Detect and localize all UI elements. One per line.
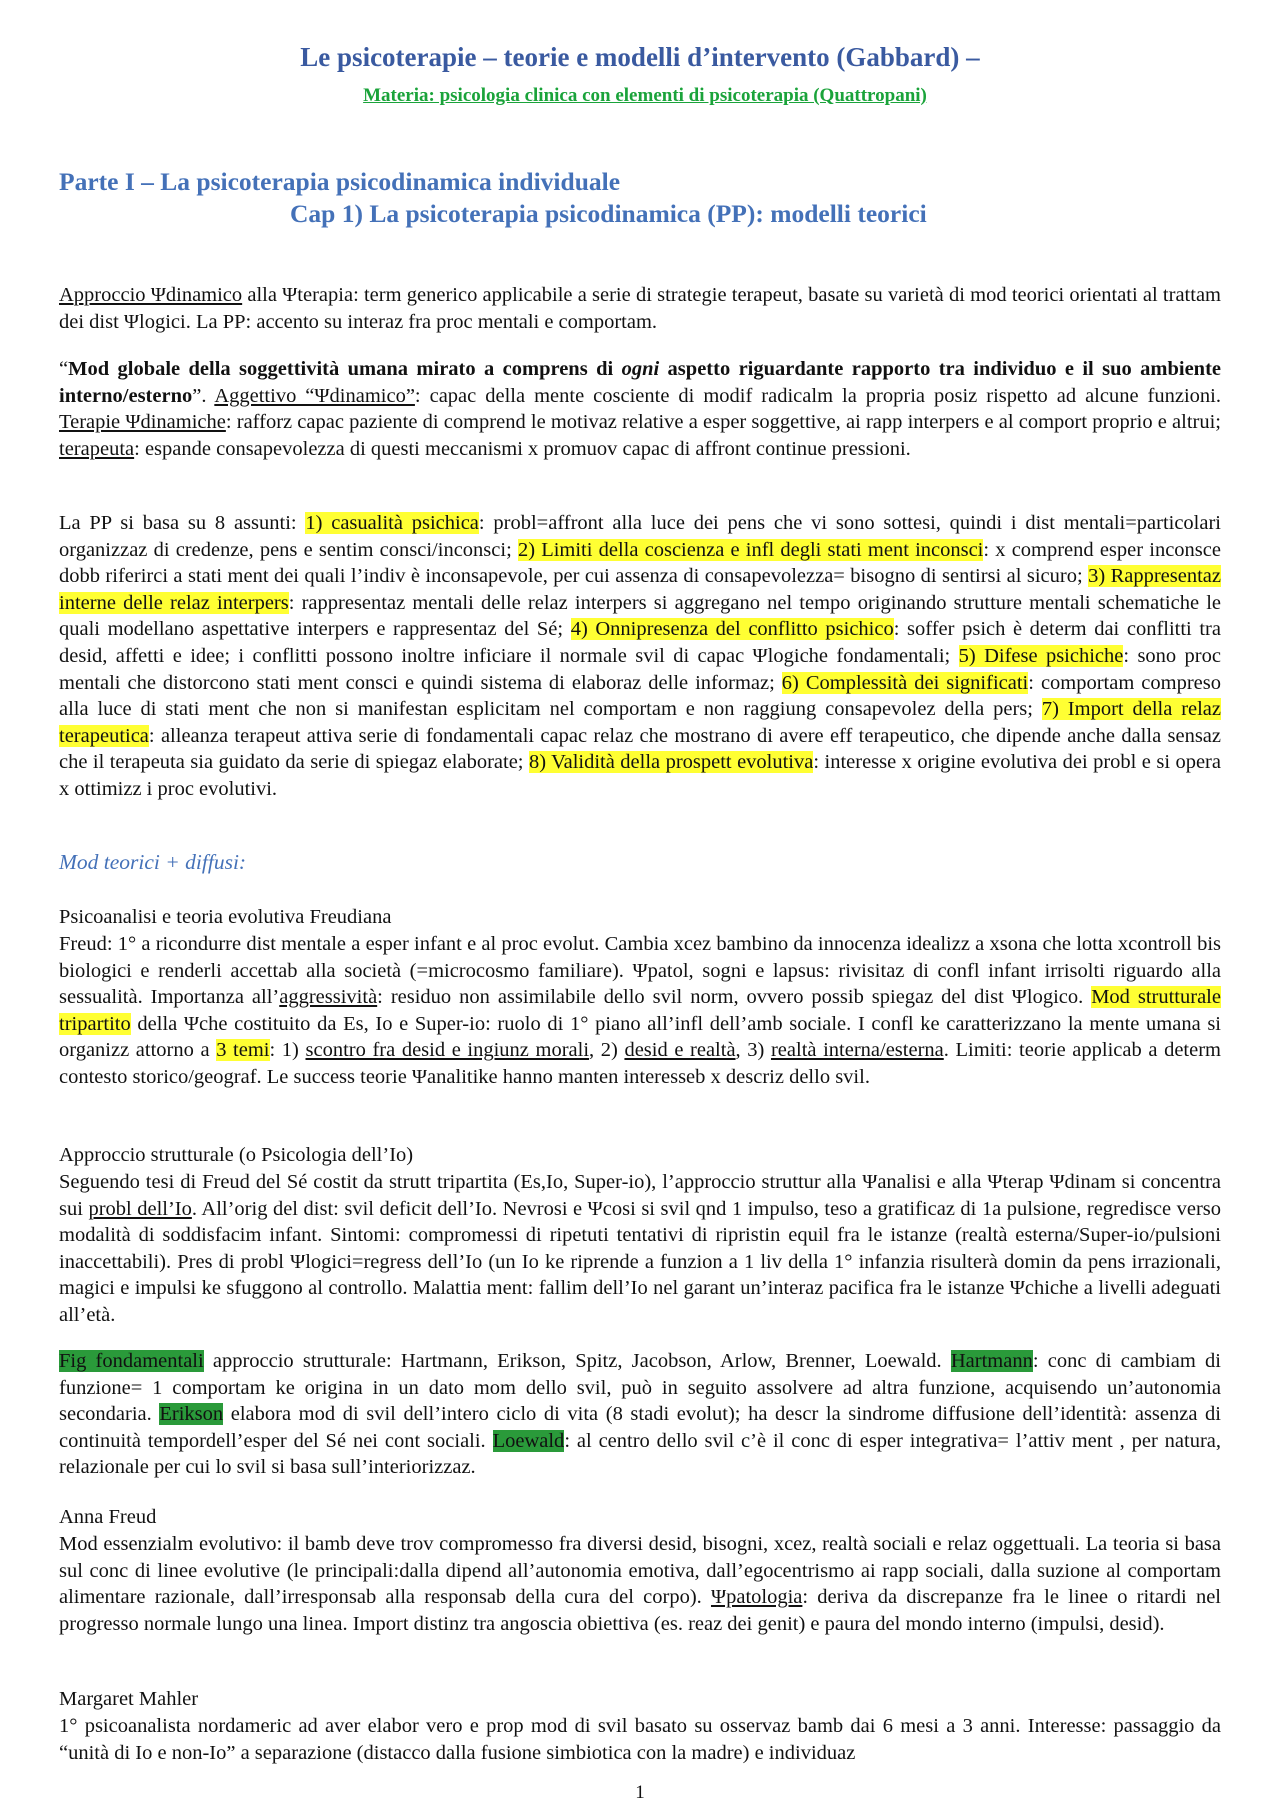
highlight-yellow: 6) Complessità dei significati [781, 671, 1029, 694]
highlight-yellow: 7) Import della relaz terapeutica [59, 698, 1222, 747]
term-underlined: scontro fra desid e ingiunz morali [305, 1039, 590, 1062]
highlight-yellow: 5) Difese psichiche [958, 644, 1124, 667]
text-run: Freud: 1° a ricondurre dist mentale a esper infant e al proc evolut. Cambia xcez bambino da innocenza idealizz a xsona che lotta xcontroll bis biologici e renderli accettab alla società (=microcosmo familiare). Ψpatol, sogni e lapsus: rivisitaz di confl infant irrisolti riguardo alla sessualità. Importanza all’ [59, 933, 1221, 1009]
highlight-yellow: 8) Validità della prospett evolutiva [528, 751, 814, 774]
text-run: . Limiti: teorie applicab a determ contesto storico/geograf. Le success teorie Ψanalitike hanno manten interesseb x descriz dello svil. [59, 1039, 1221, 1088]
text-run: Mod essenzialm evolutivo: il bamb deve trov compromesso fra diversi desid, bisogni, xcez, realtà sociali e relaz oggettuali. La teoria si basa sul conc di linee evolutive (le principali:dalla dipend all’autonomia emotiva, dall’egocentrismo ai rapp sociali, dalla suzione al comportam alimentare razionale, dall’irresponsab alla responsab della cura del corpo). [59, 1533, 1221, 1609]
text-run: : espande consapevolezza di questi meccanismi x promuov capac di affront continue pressioni. [134, 437, 911, 460]
paragraph-intro [59, 282, 1221, 335]
highlight-green: Loewald [492, 1429, 565, 1452]
text-run: La PP si basa su 8 assunti: [59, 512, 306, 534]
text-run: : al centro dello svil c’è il conc di esper integrativa= l’attiv ment , per natura, relazionale per cui lo svil si basa sull’interiorizzaz. [59, 1429, 1221, 1479]
section-heading-structural: Approccio strutturale (o Psicologia dell’Io) [59, 1144, 414, 1166]
term-underlined: Approccio Ψdinamico [59, 284, 243, 306]
paragraph-key-figures [59, 1348, 1221, 1481]
text-run: : x comprend esper inconsce dobb riferirci a stati ment dei quali l’indiv è inconsapevole, per cui assenza di consapevolezza= bisogno di sentirsi al sicuro; [59, 538, 1221, 588]
page-number: 1 [635, 1782, 645, 1803]
text-run: “ [59, 358, 69, 380]
paragraph-structural [59, 1169, 1221, 1329]
text-run: : comportam compreso alla luce di stati ment che non si manifestan esplicitam nel comportam e non raggiung consapevolez della pers; [59, 671, 1221, 721]
section-heading-anna-freud: Anna Freud [59, 1506, 157, 1528]
part-title: Parte I – La psicoterapia psicodinamica individuale [59, 167, 621, 196]
text-run: della Ψche costituito da Es, Io e Super-io: ruolo di 1° piano all’infl dell’amb sociale. I confl ke caratterizzano la mente umana si organizz attorno a [59, 1012, 1221, 1062]
text-run: elabora mod di svil dell’intero ciclo di vita (8 stadi evolut); ha descr la sindrome diffusione dell’identità: assenza di continuità tempordell’esper del Sé nei cont sociali. [59, 1403, 1221, 1452]
text-run: alla Ψterapia: term generico applicabile a serie di strategie terapeut, basate su varietà di mod teorici orientati al trattam dei dist Ψlogici. La PP: accento su interaz fra proc mentali e comportam. [59, 284, 1221, 333]
text-run: , 2) [589, 1039, 625, 1062]
highlight-yellow: 3 temi [216, 1039, 270, 1062]
chapter-title: Cap 1) La psicoterapia psicodinamica (PP): modelli teorici [290, 199, 927, 228]
highlight-yellow: 1) casualità psichica [305, 512, 479, 534]
highlight-yellow: 4) Onnipresenza del conflitto psichico [570, 618, 894, 641]
text-run: : alleanza terapeut attiva serie di fondamentali capac relaz che mostrano di avere eff terapeutico, che dipende anche dalla sensaz che il terapeuta sia guidato da serie di spiegaz elaborate; [59, 724, 1221, 774]
section-heading-models: Mod teorici + diffusi: [59, 850, 247, 874]
text-run: : rafforz capac paziente di comprend le motivaz relative a esper soggettive, ai rapp interpers e al comport proprio e altrui; [225, 411, 1222, 434]
document-title: Le psicoterapie – teorie e modelli d’intervento (Gabbard) – [300, 42, 980, 72]
highlight-green: Erikson [159, 1403, 224, 1426]
highlight-yellow: 3) Rappresentaz interne delle relaz interpers [59, 565, 1221, 614]
text-run: ”. [192, 384, 215, 407]
section-heading-freud: Psicoanalisi e teoria evolutiva Freudiana [59, 906, 392, 928]
paragraph-assumptions [59, 510, 1221, 803]
text-run: 1° psicoanalista nordameric ad aver elabor vero e prop mod di svil basato su osservaz bamb dai 6 mesi a 3 anni. Interesse: passaggio da “unità di Io e non-Io” a separazione (distacco dalla fusione simbiotica con la madre) e individuaz [59, 1715, 1221, 1764]
text-run: : rappresentaz mentali delle relaz interpers si aggregano nel tempo originando strutture mentali schematiche le quali modellano aspettative interpers e rappresentaz del Sé; [59, 591, 1222, 641]
text-run: : deriva da discrepanze fra le linee o ritardi nel progresso normale lungo una linea. Import distinz tra angoscia obiettiva (es. reaz dei genit) e paura del mondo interno (impulsi, desid). [59, 1586, 1221, 1635]
text-run: : capac della mente cosciente di modif radicalm la propria posiz rispetto ad alcune funzioni. [414, 384, 1221, 407]
term-underlined: realtà interna/esterna [770, 1039, 944, 1062]
text-run: , 3) [735, 1039, 771, 1062]
bold-text: aspetto riguardante rapporto tra individuo e il suo ambiente interno/esterno [59, 358, 1221, 407]
text-run: : probl=affront alla luce dei pens che vi sono sottesi, quindi i dist mentali=particolari organizzaz di credenze, pens e sentim consci/inconsci; [59, 512, 1222, 561]
term-underlined: Terapie Ψdinamiche [59, 411, 226, 434]
text-run: approccio strutturale: Hartmann, Erikson, Spitz, Jacobson, Arlow, Brenner, Loewald. [203, 1350, 951, 1372]
text-run: . All’orig del dist: svil deficit dell’Io. Nevrosi e Ψcosi si svil qnd 1 impulso, teso a gratificaz di 1a pulsione, regredisce verso modalità di soddisfacim infant. Sintomi: compromessi di ripetuti tentativi di ripristin equil fra le istanze (realtà esterna/Super-io/pulsioni inaccettabili). Pres di probl Ψlogici=regress dell’Io (un Io ke riprende a funzion a 1 liv della 1° infanzia risulterà domin da pens irrazionali, magici e impulsi ke sfuggono al controllo. Malattia ment: fallim dell’Io nel garant un’interaz pacifica fra le istanze Ψchiche a livelli adeguati all’età. [59, 1197, 1222, 1326]
bold-italic-text: ogni [621, 358, 660, 380]
paragraph-definition [59, 356, 1221, 462]
highlight-green: Hartmann [950, 1350, 1033, 1372]
text-run: : 1) [269, 1039, 306, 1062]
term-underlined: probl dell’Io [88, 1197, 192, 1220]
highlight-yellow: 2) Limiti della coscienza e infl degli stati ment inconsci [517, 538, 984, 561]
text-run: : conc di cambiam di funzione= 1 comportam ke origina in un dato mom dello svil, può in seguito assolvere ad altra funzione, acquisendo un’autonomia secondaria. [59, 1350, 1221, 1426]
paragraph-mahler [59, 1713, 1221, 1766]
text-run: Seguendo tesi di Freud del Sé costit da strutt tripartita (Es,Io, Super-io), l’approccio struttur alla Ψanalisi e alla Ψterap Ψdinam si concentra sui [59, 1171, 1221, 1220]
text-run: : sono proc mentali che distorcono stati ment consci e quindi sistema di elaboraz delle informaz; [59, 644, 1221, 694]
text-run: : soffer psich è determ dai conflitti tra desid, affetti e idee; i conflitti possono inoltre inficiare il normale svil di capac Ψlogiche fondamentali; [59, 618, 1221, 667]
document-subtitle: Materia: psicologia clinica con elementi di psicoterapia (Quattropani) [363, 85, 927, 106]
highlight-green: Fig fondamentali [59, 1350, 204, 1372]
bold-text: Mod globale della soggettività umana mirato a comprens di [68, 358, 622, 380]
text-run: : interesse x origine evolutiva dei probl e si opera x ottimizz i proc evolutivi. [59, 751, 1221, 800]
term-underlined: aggressività [279, 986, 378, 1009]
section-heading-mahler: Margaret Mahler [59, 1688, 199, 1710]
term-underlined: desid e realtà [624, 1039, 736, 1062]
paragraph-freud [59, 931, 1221, 1091]
term-underlined: terapeuta [59, 437, 135, 460]
term-underlined: Ψpatologia [710, 1586, 803, 1609]
paragraph-anna-freud [59, 1531, 1221, 1637]
highlight-yellow: Mod strutturale tripartito [59, 986, 1221, 1035]
text-run: : residuo non assimilabile dello svil norm, ovvero possib spiegaz del dist Ψlogico. [377, 986, 1092, 1009]
term-underlined: Aggettivo “Ψdinamico” [214, 384, 415, 407]
